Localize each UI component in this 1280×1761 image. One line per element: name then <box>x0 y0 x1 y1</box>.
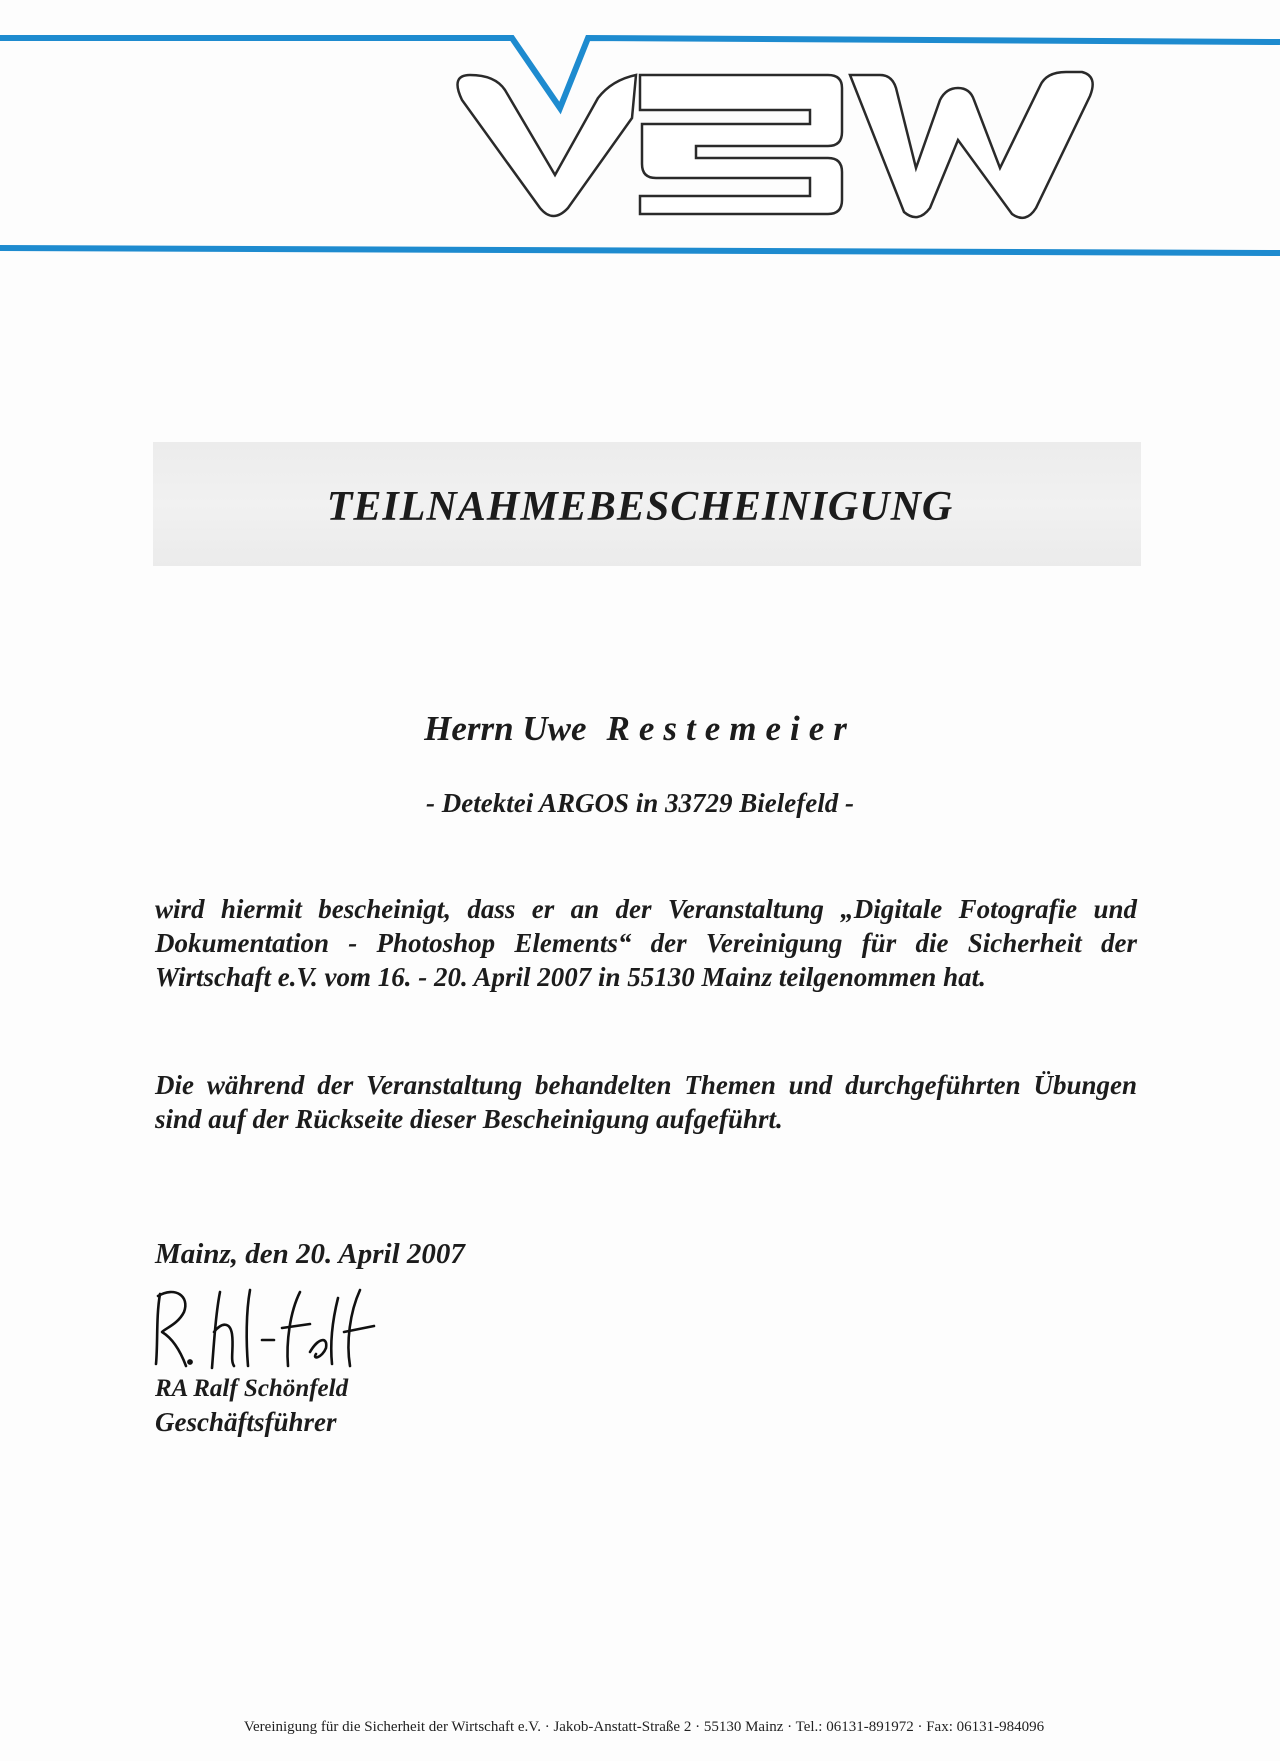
letterhead <box>0 0 1280 270</box>
recipient-surname: Restemeier <box>606 709 856 748</box>
certificate-paragraph-2: Die während der Veranstaltung behandelten Themen und durchgeführten Übungen sind auf der Rückseite dieser Bescheinigung aufgeführt. <box>155 1070 1137 1134</box>
recipient-first-name: Herrn Uwe <box>424 709 587 748</box>
vsw-logo <box>0 0 1280 270</box>
logo-letter-v <box>458 75 637 216</box>
header-rule-bottom <box>0 248 1280 253</box>
certificate-paragraph-1: wird hiermit bescheinigt, dass er an der Veranstaltung „Digitale Fotografie und Dokumentation - Photoshop Elements“ der Vereinigung für die Sicherheit der Wirtschaft e.V. vom 16. - 20. April 2007 in 55130 Mainz teilgenommen hat. <box>155 894 1137 992</box>
footer-address: Vereinigung für die Sicherheit der Wirtschaft e.V. · Jakob-Anstatt-Straße 2 · 55130 Mainz · Tel.: 06131-891972 · Fax: 06131-984096 <box>243 1719 1045 1735</box>
handwritten-signature <box>150 1282 380 1372</box>
recipient-organization: - Detektei ARGOS in 33729 Bielefeld - <box>426 788 854 818</box>
logo-letter-s <box>640 75 842 214</box>
place-date: Mainz, den 20. April 2007 <box>155 1238 465 1270</box>
certificate-title: TEILNAHMEBESCHEINIGUNG <box>326 484 954 530</box>
signer-name: RA Ralf Schönfeld <box>155 1375 349 1402</box>
recipient-name <box>0 709 1280 749</box>
logo-letter-w <box>850 72 1093 218</box>
signer-role: Geschäftsführer <box>155 1407 337 1437</box>
